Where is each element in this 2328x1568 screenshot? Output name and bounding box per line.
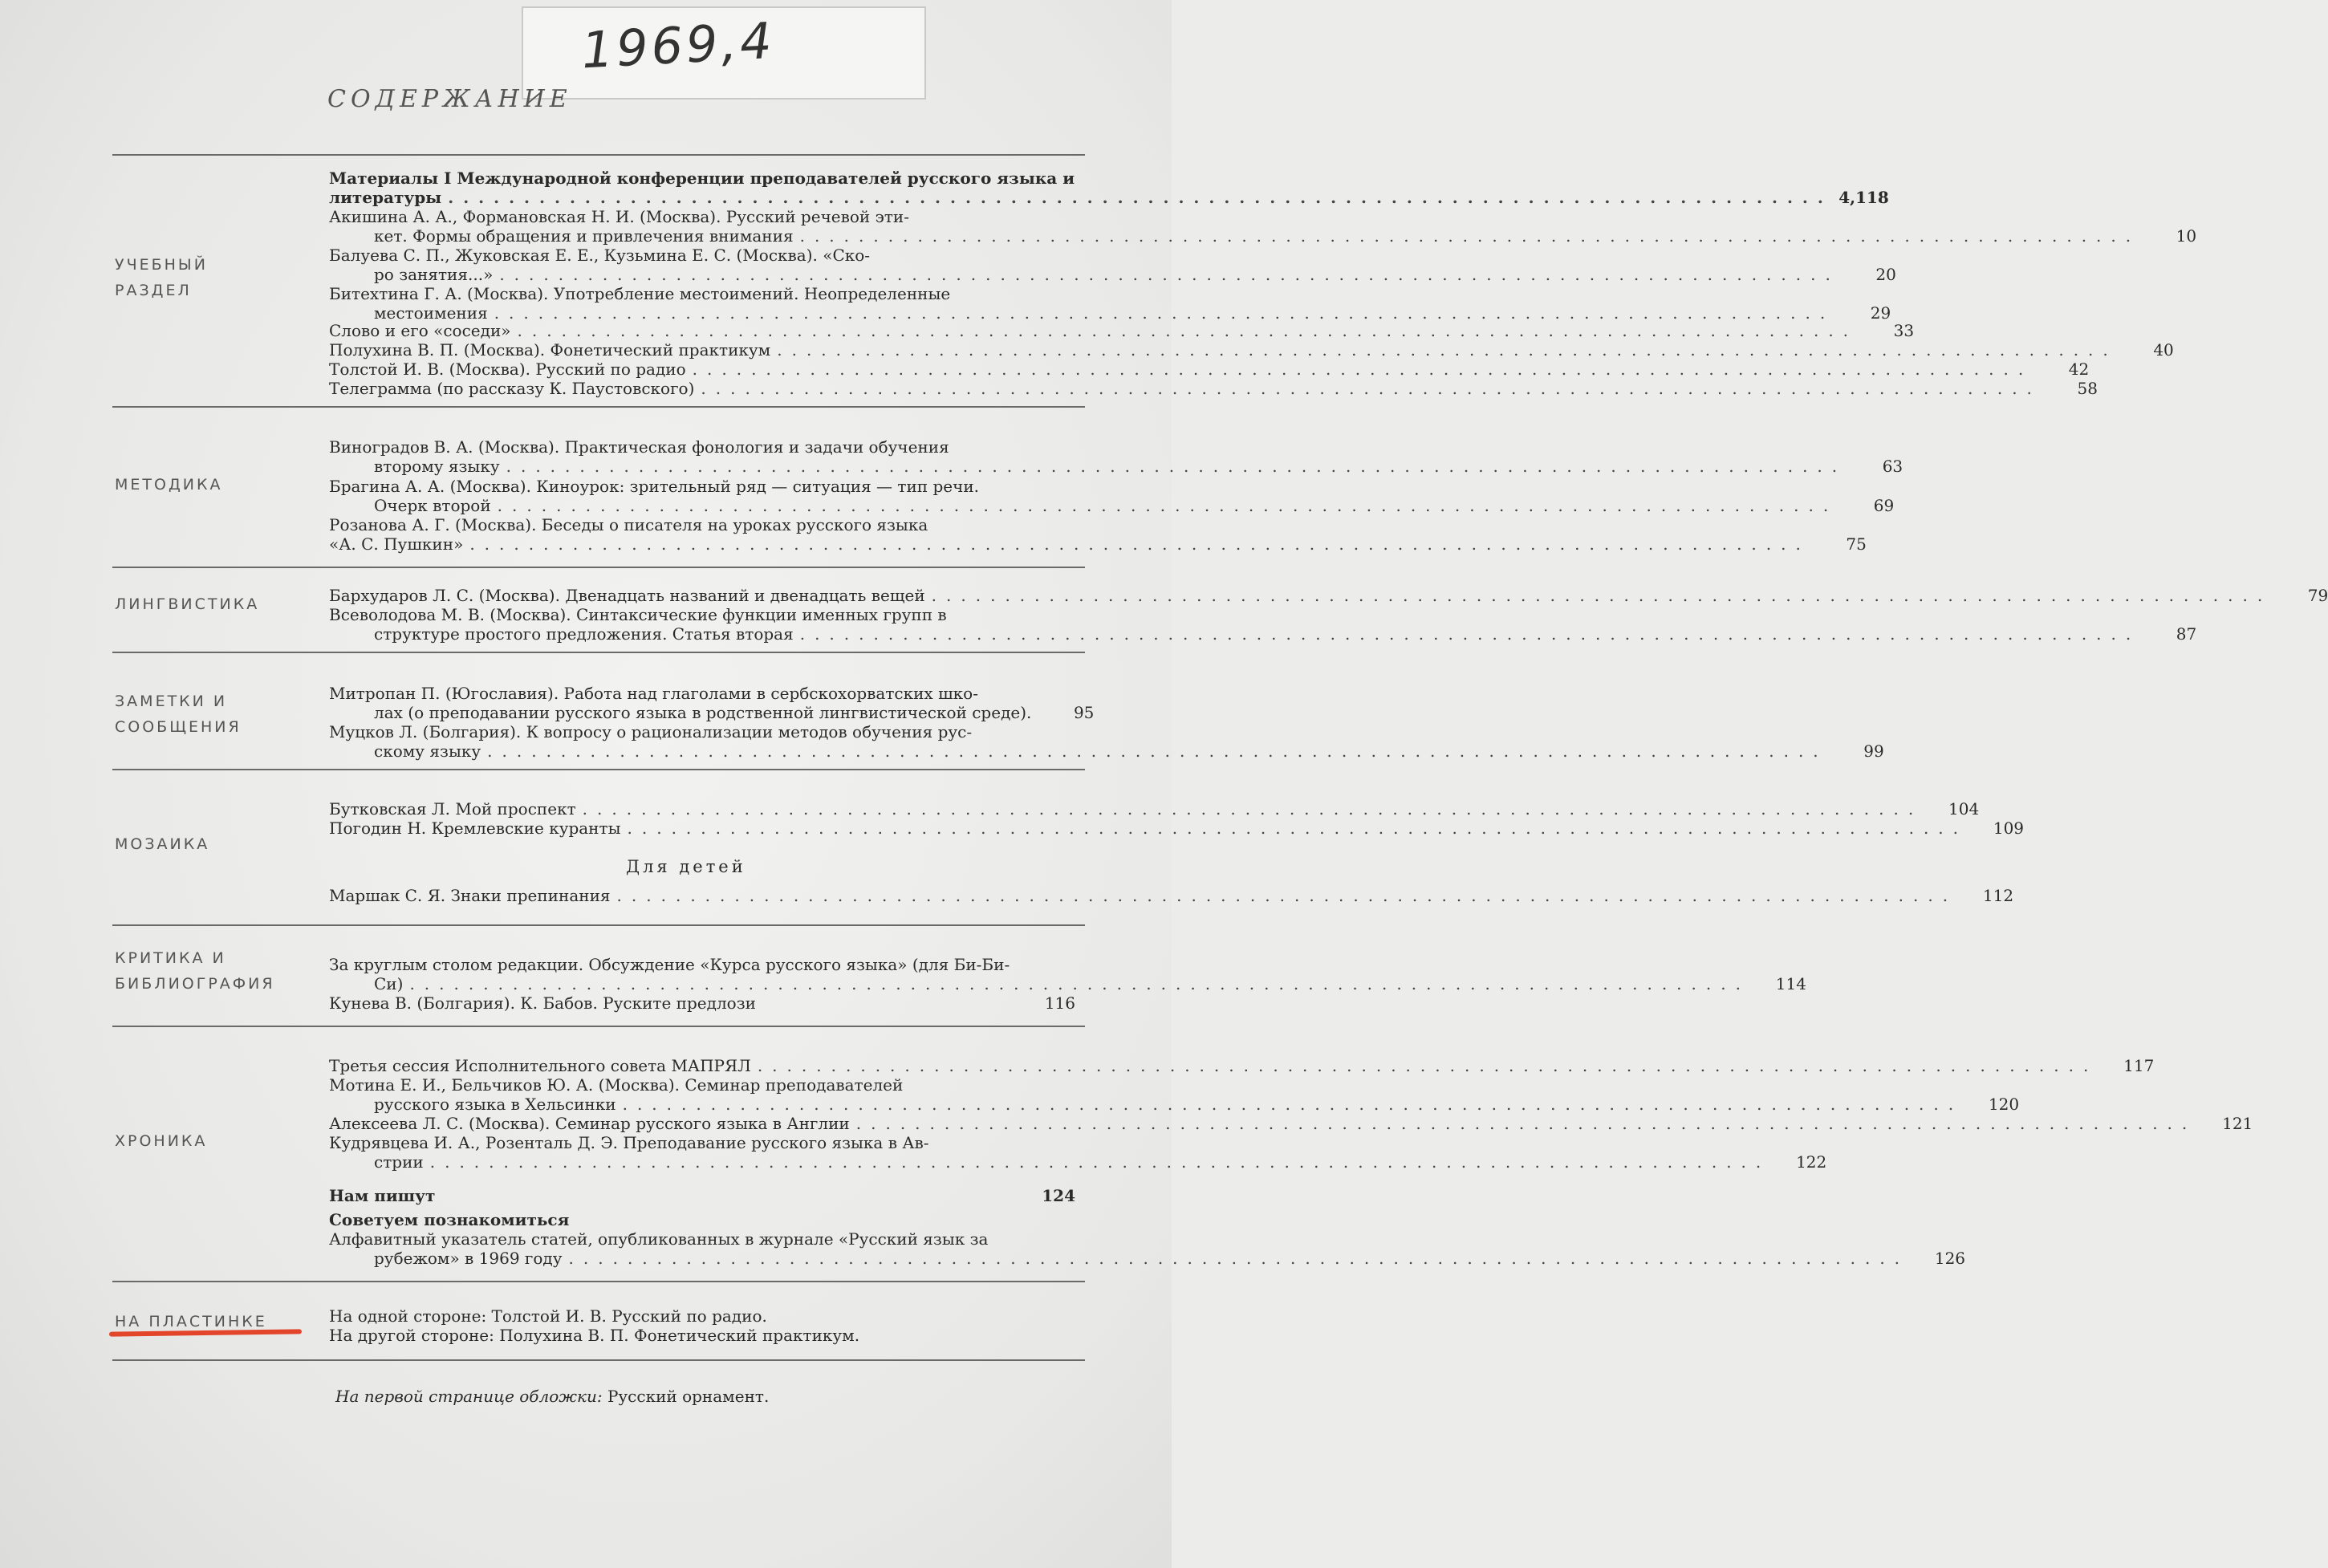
entry-line: Виноградов В. А. (Москва). Практическая фонология и задачи обучения [329,437,949,457]
divider [112,769,1085,770]
section-label-metodika: МЕТОДИКА [115,476,223,494]
leader-dots: ........................................................................................... [409,974,1750,993]
leader-dots: ........................................................................................... [499,265,1840,284]
toc-entry[interactable] [329,169,1889,207]
leader-dots: ........................................................................................... [777,340,2118,360]
leader-dots: ........................................................................................... [517,321,1859,340]
divider [112,924,1085,926]
cover-note-label: На первой странице обложки: [335,1387,603,1406]
page-number: 29 [1870,303,1891,323]
entry-line: На другой стороне: Полухина В. П. Фонетический практикум. [329,1326,860,1345]
entry-line: На одной стороне: Толстой И. В. Русский по радио. [329,1306,767,1326]
page-number: 121 [2222,1114,2253,1133]
divider [112,1281,1085,1282]
page-number: 99 [1863,741,1884,761]
toc-entry[interactable] [329,437,1903,476]
entry-line: Алфавитный указатель статей, опубликованных в журнале «Русский язык за [329,1229,989,1249]
toc-entry[interactable] [329,993,1075,1013]
page-number: 126 [1934,1249,1966,1268]
entry-line: русского языка в Хельсинки [374,1095,616,1114]
entry-line: Слово и его «соседи» [329,321,511,340]
entry-line: Розанова А. Г. (Москва). Беседы о писателя на уроках русского языка [329,515,928,534]
leader-dots: ........................................................................................... [931,586,2273,605]
toc-entry[interactable] [329,684,1095,722]
page-number: 112 [1982,886,2014,905]
leader-dots: ........................................................................................... [497,496,1838,515]
divider [112,1026,1085,1027]
toc-entry[interactable] [329,477,1895,515]
page-number: 109 [1993,819,2025,838]
toc-entry[interactable] [329,799,1980,819]
toc-entry[interactable] [329,722,1884,761]
entry-line: структуре простого предложения. Статья вторая [374,624,794,644]
page-number: 79 [2307,586,2328,605]
leader-dots [1031,703,1038,722]
entry-line: Муцков Л. (Болгария). К вопросу о рационализации методов обучения рус- [329,722,973,741]
leader-dots: ........................................................................................... [429,1152,1771,1172]
page-title: СОДЕРЖАНИЕ [327,85,572,113]
page-number: 114 [1775,974,1806,993]
toc-entry[interactable] [329,515,1867,554]
leader-dots: ........................................................................................... [616,886,1958,905]
entry-line: За круглым столом редакции. Обсуждение «Курса русского языка» (для Би-Би- [329,955,1010,974]
toc-entry[interactable] [329,955,1806,993]
entry-line: «А. С. Пушкин» [329,534,464,554]
toc-entry[interactable] [329,207,2197,246]
entry-line: местоимения [374,303,488,323]
toc-entry[interactable] [329,379,2098,398]
leader-dots: ........................................................................................... [757,1056,2098,1075]
divider [112,154,1085,156]
leader-dots: ........................................................................................... [799,226,2141,246]
page-number: 33 [1893,321,1915,340]
page-number: 58 [2077,379,2098,398]
page-number: 95 [1073,703,1095,722]
record-entry[interactable] [329,1306,1075,1326]
leader-dots: ........................................................................................... [799,624,2141,644]
page-number: 104 [1948,799,1980,819]
entry-line: Телеграмма (по рассказу К. Паустовского) [329,379,695,398]
leader-dots: ........................................................................................... [494,303,1835,323]
toc-entry[interactable] [329,1210,1075,1229]
page-number: 69 [1873,496,1895,515]
toc-entry[interactable] [329,321,1915,340]
section-label-zametki: ЗАМЕТКИ И СООБЩЕНИЯ [115,693,242,736]
leader-dots: ........................................................................................... [487,741,1828,761]
entry-line: стрии [374,1152,424,1172]
entry-line: Всеволодова М. В. (Москва). Синтаксические функции именных групп в [329,605,947,624]
page-number: 42 [2068,360,2090,379]
entry-line: Мотина Е. И., Бельчиков Ю. А. (Москва). Семинар преподавателей [329,1075,904,1095]
entry-line: Третья сессия Исполнительного совета МАПРЯЛ [329,1056,751,1075]
subsection-heading-for-children: Для детей [626,857,746,876]
entry-line: Полухина В. П. (Москва). Фонетический практикум [329,340,771,360]
entry-line: Алексеева Л. С. (Москва). Семинар русского языка в Англии [329,1114,850,1133]
entry-line: Материалы I Международной конференции преподавателей русского языка и [329,169,1075,188]
toc-entry[interactable] [329,586,2328,605]
entry-line: Балуева С. П., Жуковская Е. Е., Кузьмина Е. С. (Москва). «Ско- [329,246,871,265]
toc-entry[interactable] [329,284,1891,323]
divider [112,406,1085,408]
entry-line: лах (о преподавании русского языка в родственной лингвистической среде). [374,703,1032,722]
leader-dots: ........................................................................................... [701,379,2042,398]
entry-line: Очерк второй [374,496,491,515]
entry-line: Кунева В. (Болгария). К. Бабов. Руските предлози [329,993,756,1013]
entry-line: Погодин Н. Кремлевские куранты [329,819,621,838]
toc-entry[interactable] [329,1229,1966,1268]
page-number: 120 [1988,1095,2020,1114]
entry-line: Толстой И. В. (Москва). Русский по радио [329,360,686,379]
leader-dots [435,1186,1019,1205]
toc-entry[interactable] [329,1114,2253,1133]
toc-entry[interactable] [329,886,2014,905]
section-label-plastinka: НА ПЛАСТИНКЕ [115,1313,267,1330]
toc-entry[interactable] [329,340,2174,360]
page-number: 75 [1846,534,1867,554]
entry-line: Бутковская Л. Мой проспект [329,799,576,819]
page-number: 87 [2176,624,2197,644]
page-number: 63 [1882,457,1903,476]
divider [112,1359,1085,1361]
entry-line: Битехтина Г. А. (Москва). Употребление местоимений. Неопределенные [329,284,951,303]
entry-line: Маршак С. Я. Знаки препинания [329,886,611,905]
leader-dots: ........................................................................................... [506,457,1847,476]
leader-dots: ........................................................................................... [627,819,1968,838]
toc-entry[interactable] [329,1056,2155,1075]
page-number: 4,118 [1838,188,1889,207]
toc-entry[interactable] [329,1075,2020,1114]
section-label-kritika: КРИТИКА И БИБЛИОГРАФИЯ [115,949,275,993]
toc-entry[interactable] [329,246,1896,284]
section-label-mozaika: МОЗАИКА [115,835,210,853]
section-label-khronika: ХРОНИКА [115,1132,208,1150]
page-number: 117 [2123,1056,2155,1075]
leader-dots [756,993,1019,1013]
cover-note-text: Русский орнамент. [607,1387,770,1406]
entry-line: рубежом» в 1969 году [374,1249,563,1268]
entry-line: Кудрявцева И. А., Розенталь Д. Э. Преподавание русского языка в Ав- [329,1133,929,1152]
page-number: 20 [1875,265,1896,284]
handwritten-issue-number: 1969,4 [579,10,777,80]
divider [112,567,1085,568]
page-number: 124 [1042,1186,1075,1205]
section-label-uchebny: УЧЕБНЫЙ РАЗДЕЛ [115,256,208,299]
leader-dots: ........................................................................................... [582,799,1924,819]
toc-entry[interactable] [329,605,2197,644]
divider [112,652,1085,653]
leader-dots: ........................................................................................... [469,534,1810,554]
entry-line: скому языку [374,741,481,761]
page-number: 122 [1796,1152,1827,1172]
leader-dots: ........................................................................................... [568,1249,1910,1268]
entry-line: Митропан П. (Югославия). Работа над глаголами в сербскохорватских шко- [329,684,978,703]
toc-entry[interactable] [329,360,2090,379]
entry-line: Си) [374,974,404,993]
toc-entry[interactable] [329,819,2025,838]
leader-dots: ........................................................................................... [622,1095,1964,1114]
leader-dots: ........................................................................................... [692,360,2033,379]
entry-line: Бархударов Л. С. (Москва). Двенадцать названий и двенадцать вещей [329,586,925,605]
leader-dots: ........................................................................................... [855,1114,2197,1133]
entry-line: Акишина А. А., Формановская Н. И. (Москва). Русский речевой эти- [329,207,909,226]
page-number: 10 [2176,226,2197,246]
page-number: 116 [1044,993,1075,1013]
cover-note [335,1387,769,1406]
entry-line: кет. Формы обращения и привлечения внимания [374,226,794,246]
entry-line: ро занятия...» [374,265,494,284]
leader-dots: ........................................................................................... [448,188,1833,207]
page-number: 40 [2153,340,2174,360]
entry-line: Брагина А. А. (Москва). Киноурок: зрительный ряд — ситуация — тип речи. [329,477,980,496]
entry-line: Нам пишут [329,1186,436,1205]
record-entry[interactable] [329,1326,1075,1345]
entry-line: второму языку [374,457,500,476]
toc-entry[interactable] [329,1186,1075,1205]
entry-line: Советуем познакомиться [329,1210,570,1229]
entry-line: литературы [329,188,442,207]
section-label-lingvistika: ЛИНГВИСТИКА [115,595,260,613]
toc-entry[interactable] [329,1133,1827,1172]
